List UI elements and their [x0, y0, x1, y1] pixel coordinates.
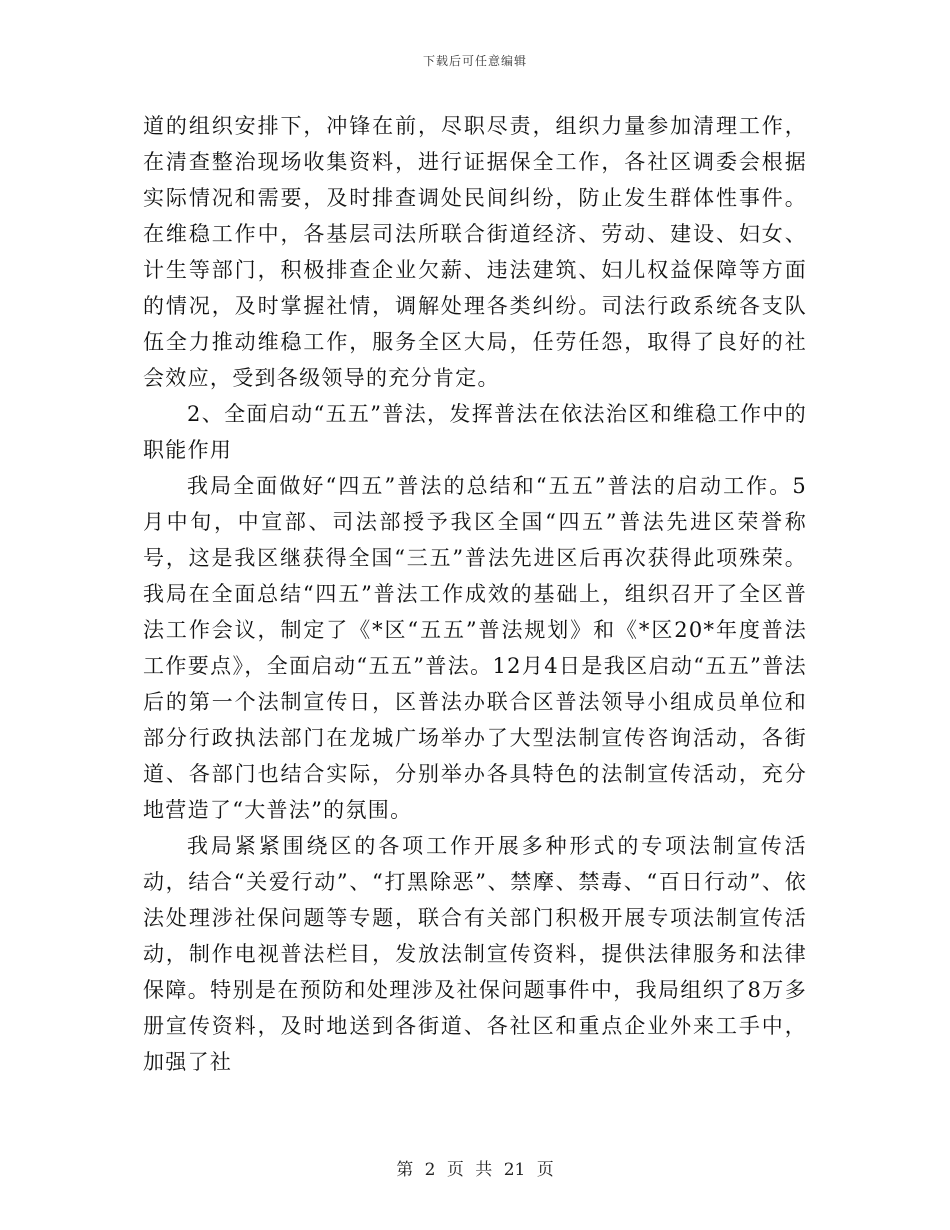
body-paragraph-special-campaigns: 我局紧紧围绕区的各项工作开展多种形式的专项法制宣传活动，结合“关爱行动”、“打黑除恶”、禁摩、禁毒、“百日行动”、依法处理涉社保问题等专题，联合有关部门积极开展专项法制宣传活动，制作电视普法栏目，发放法制宣传资料，提供法律服务和法律保障。特别是在预防和处理涉及社保问题事件中，我局组织了8万多册宣传资料，及时地送到各街道、各社区和重点企业外来工手中，加强了社 — [143, 834, 807, 1074]
document-body — [143, 108, 807, 1080]
section-heading-2: 2、全面启动“五五”普法，发挥普法在依法治区和维稳工作中的职能作用 — [143, 402, 807, 462]
page-header: 下载后可任意编辑 — [422, 54, 527, 68]
body-paragraph-continuation: 道的组织安排下，冲锋在前，尽职尽责，组织力量参加清理工作，在清查整治现场收集资料，进行证据保全工作，各社区调委会根据实际情况和需要，及时排查调处民间纠纷，防止发生群体性事件。在维稳工作中，各基层司法所联合街道经济、劳动、建设、妇女、计生等部门，积极排查企业欠薪、违法建筑、妇儿权益保障等方面的情况，及时掌握社情，调解处理各类纠纷。司法行政系统各支队伍全力推动维稳工作，服务全区大局，任劳任怨，取得了良好的社会效应，受到各级领导的充分肯定。 — [143, 114, 807, 390]
body-paragraph-puf-launch: 我局全面做好“四五”普法的总结和“五五”普法的启动工作。5月中旬，中宣部、司法部授予我区全国“四五”普法先进区荣誉称号，这是我区继获得全国“三五”普法先进区后再次获得此项殊荣。我局在全面总结“四五”普法工作成效的基础上，组织召开了全区普法工作会议，制定了《*区“五五”普法规划》和《*区20*年度普法工作要点》，全面启动“五五”普法。12月4日是我区启动“五五”普法后的第一个法制宣传日，区普法办联合区普法领导小组成员单位和部分行政执法部门在龙城广场举办了大型法制宣传咨询活动，各街道、各部门也结合实际，分别举办各具特色的法制宣传活动，充分地营造了“大普法”的氛围。 — [143, 474, 807, 822]
page-number: 第 2 页 共 21 页 — [396, 1160, 554, 1180]
